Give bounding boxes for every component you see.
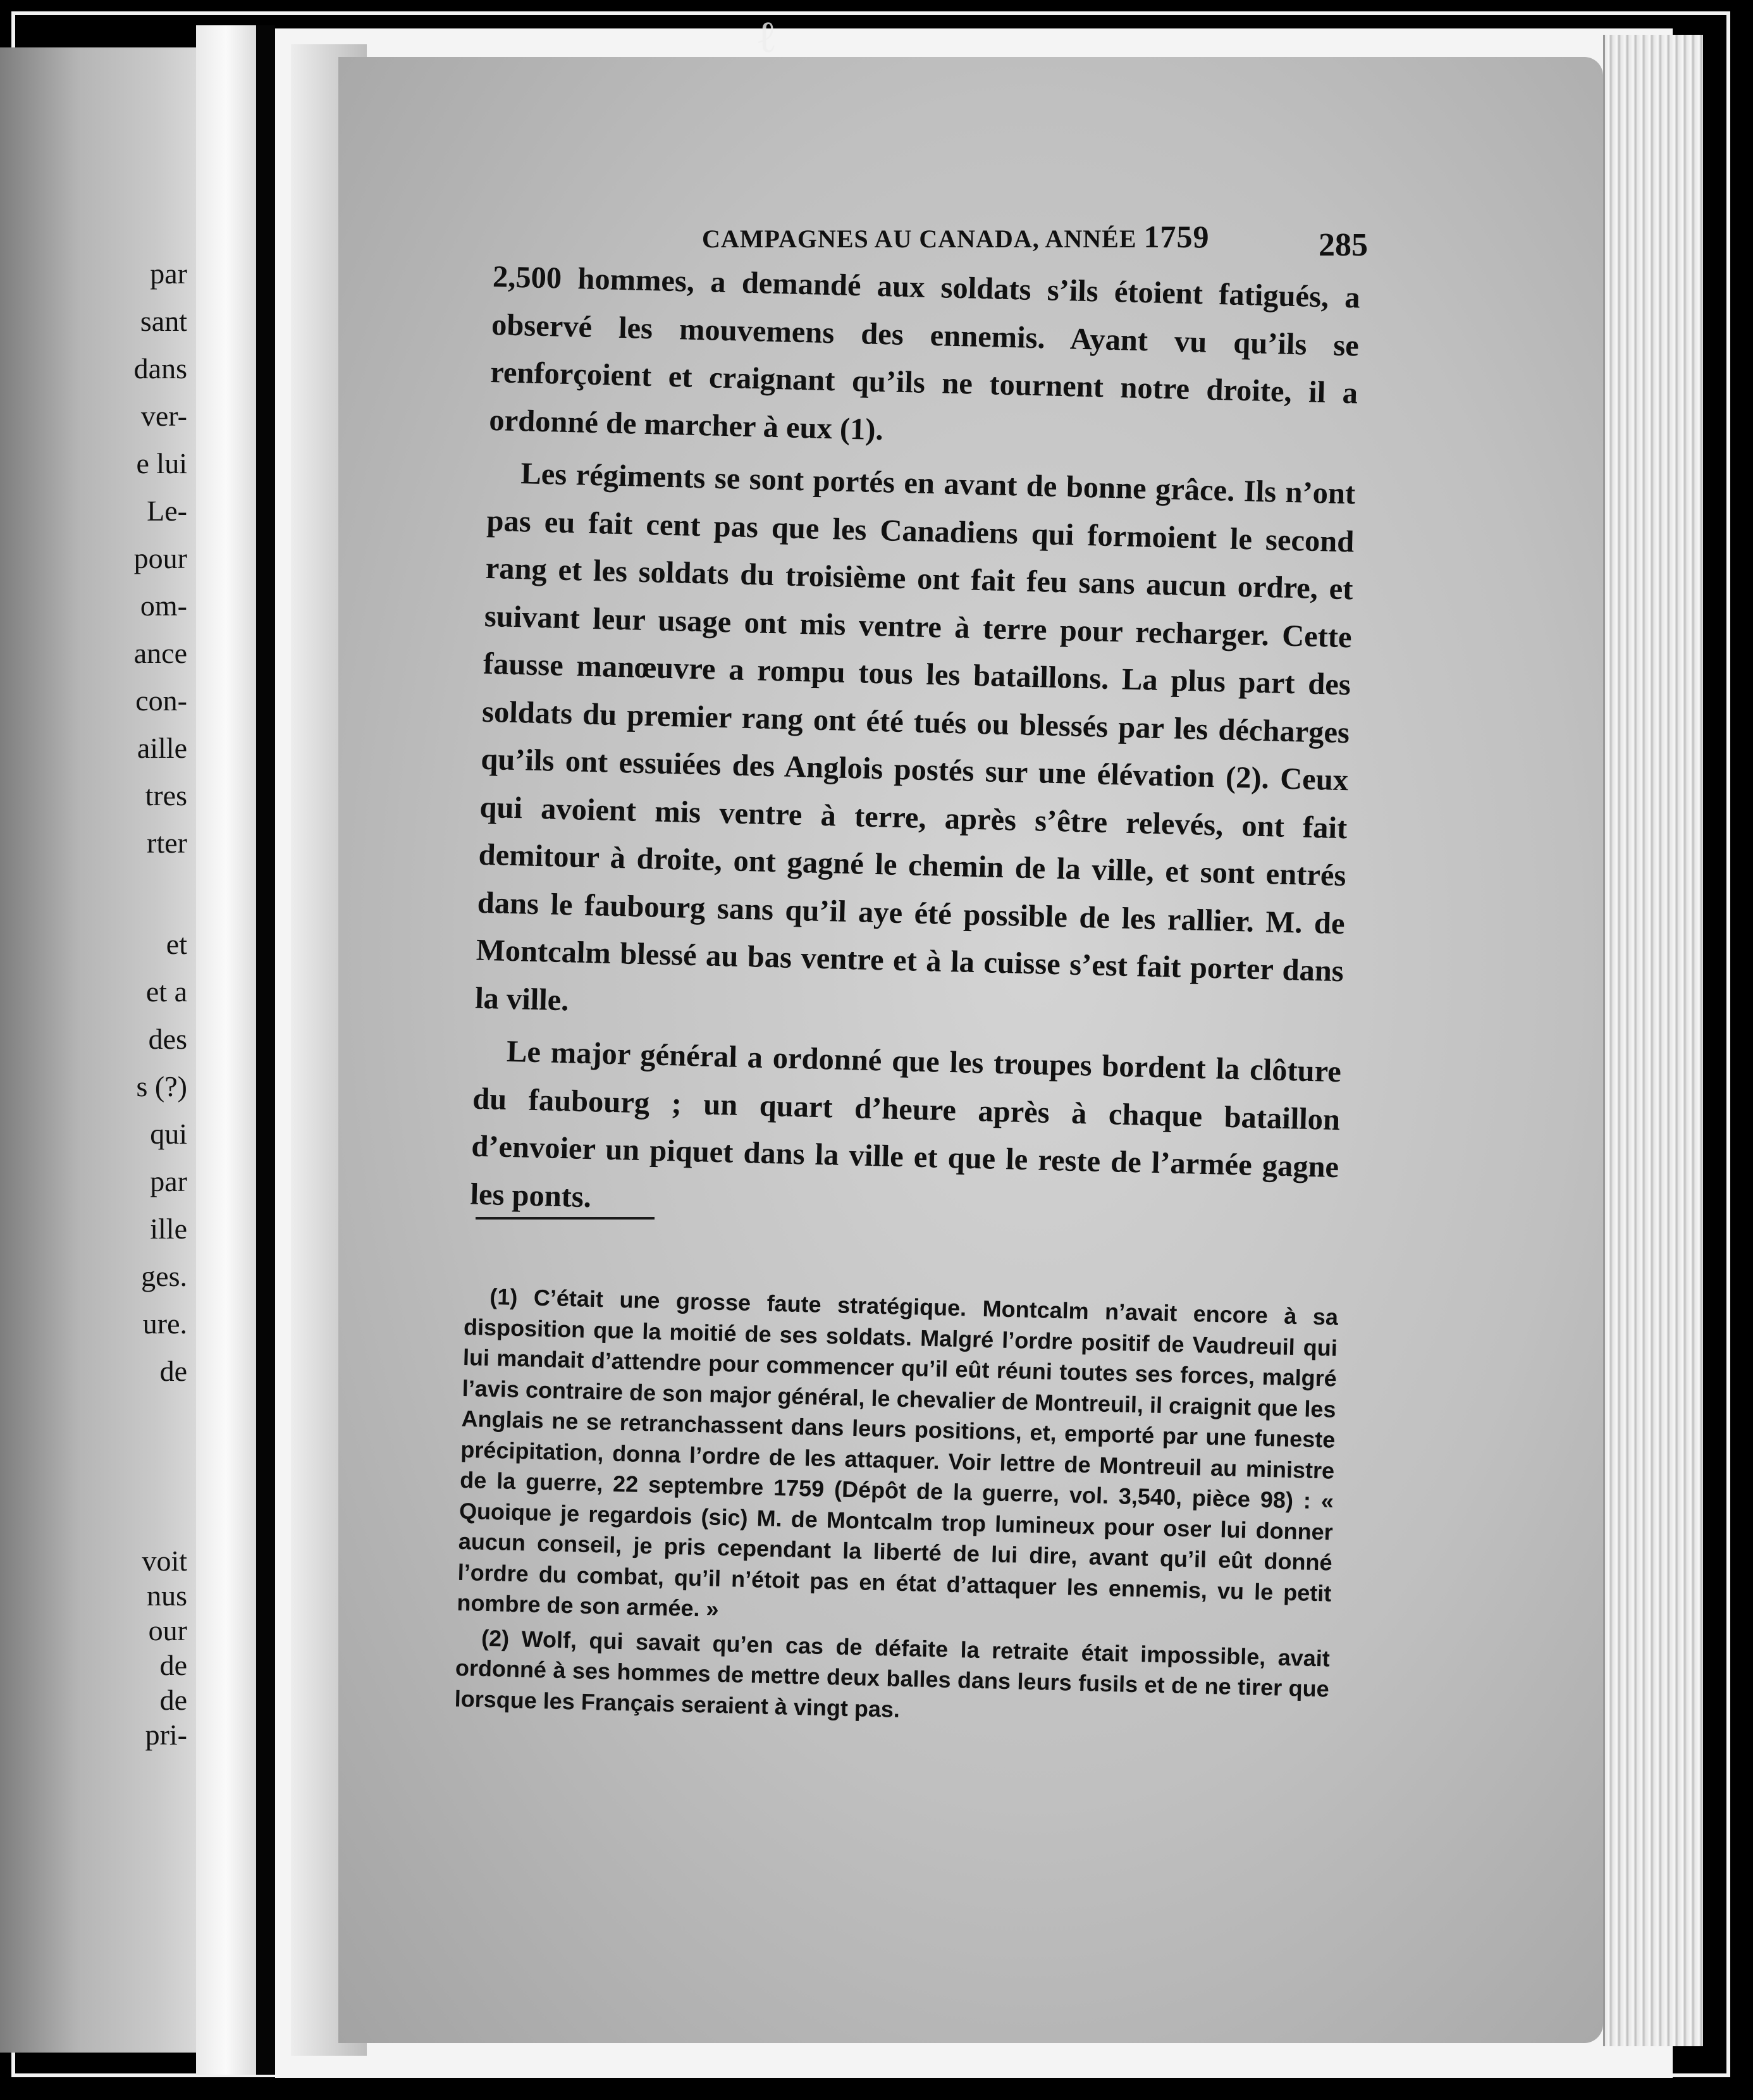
footnote: (2) Wolf, qui savait qu’en cas de défaite la retraite était impossible, avait ordonné à ses hommes de mettre deux balles dans leurs fusils et de ne tirer que lorsque les Français seraient à vingt pas. — [454, 1624, 1331, 1722]
body-paragraph: Les régiments se sont portés en avant de bonne grâce. Ils n’ont pas eu fait cent pas que les Canadiens qui formoient le second rang et les soldats du troisième ont fait feu sans aucun ordre, et suivant leur usage ont mis ventre à terre pour recharger. Cette fausse manœuvre a rompu tous les bataillons. La plus part des soldats du premier rang ont été tués ou blessés par les décharges qu’ils ont essuiées des Anglois postés sur une élévation (2). Ceux qui avoient mis ventre à terre, après s’être relevés, ont fait demitour à droite, ont gagné le chemin de la ville, et sont entrés dans le faubourg sans qu’il aye été possible de les rallier. M. de Montcalm blessé au bas ventre et à la cuisse s’est fait porter dans la ville. — [474, 457, 1356, 1017]
left-page-line: our — [148, 1614, 187, 1646]
footnotes — [454, 1281, 1338, 1736]
left-page-line: con- — [135, 684, 187, 717]
left-page-line: de — [159, 1684, 187, 1716]
left-page-line: par — [150, 257, 187, 290]
left-page-line: pour — [133, 542, 187, 574]
footnote-separator — [476, 1217, 655, 1220]
left-page-line: et a — [145, 975, 187, 1008]
left-page-line: de — [159, 1355, 187, 1387]
left-page-line: om- — [140, 590, 187, 622]
left-page-line: ance — [133, 637, 187, 669]
page-number: 285 — [1319, 227, 1368, 263]
running-head — [702, 218, 1210, 255]
left-page-line: rter — [147, 827, 187, 859]
left-page-line: s (?) — [136, 1070, 187, 1102]
left-page-line: par — [150, 1165, 187, 1197]
body-text — [470, 253, 1361, 1239]
film-scratch-mark: ℓ — [756, 13, 777, 62]
left-facing-page — [0, 47, 196, 2053]
left-page-line: aille — [137, 732, 187, 764]
left-page-line: dans — [133, 352, 187, 385]
body-paragraph: 2,500 hommes, a demandé aux soldats s’ils étoient fatigués, a observé les mouvemens des ennemis. Ayant vu qu’ils se renforçoient et craignant qu’ils ne tournent notre droite, il a ordonné de marcher à eux (1). — [488, 259, 1361, 447]
spine-gap — [256, 25, 275, 2075]
running-head-year: 1759 — [1143, 219, 1210, 254]
left-page-line: pri- — [145, 1719, 187, 1751]
left-page-line: tres — [145, 779, 187, 812]
left-page-line: voit — [142, 1545, 187, 1577]
left-page-line: et — [166, 928, 187, 960]
footnote: (1) C’était une grosse faute stratégique. Montcalm n’avait encore à sa disposition que la moitié de ses soldats. Malgré l’ordre positif de Vaudreuil qui lui mandait d’attendre pour commencer qu’il eût réuni toutes ses forces, malgré l’avis contraire de son major général, le chevalier de Montreuil, il craignit que les Anglais ne se retranchassent dans leurs positions, et, emporté par une funeste précipitation, donna l’ordre de les attaquer. Voir lettre de Montreuil au ministre de la guerre, 22 septembre 1759 (Dépôt de la guerre, vol. 3,540, pièce 98) : « Quoique je regardois (sic) M. de Montcalm trop lumineux pour oser lui donner aucun conseil, je pris cependant la liberté de lui dire, avant qu’il eût donné l’ordre du combat, qu’il n’étoit pas en état d’attaquer les ennemis, vu le petit nombre de son armée. » — [457, 1283, 1339, 1622]
left-page-line: ure. — [142, 1307, 187, 1340]
left-page-line: e lui — [136, 447, 187, 479]
left-page-line: des — [148, 1023, 187, 1055]
left-page-line: de — [159, 1649, 187, 1681]
left-page-line: nus — [147, 1579, 187, 1612]
left-page-gutter — [196, 25, 256, 2075]
left-page-line: Le- — [147, 495, 187, 527]
left-page-line: qui — [150, 1118, 187, 1150]
page-edge-stack — [1603, 35, 1703, 2046]
running-head-title: CAMPAGNES AU CANADA, ANNÉE — [702, 225, 1137, 253]
left-page-line: ver- — [140, 400, 187, 432]
left-page-line: ges. — [141, 1260, 187, 1292]
body-paragraph: Le major général a ordonné que les troupes bordent la clôture du faubourg ; un quart d’heure après à chaque bataillon d’envoier un piquet dans la ville et que le reste de l’armée gagne les ponts. — [469, 1034, 1342, 1214]
left-page-line: ille — [150, 1213, 187, 1245]
left-page-line: sant — [140, 305, 187, 337]
